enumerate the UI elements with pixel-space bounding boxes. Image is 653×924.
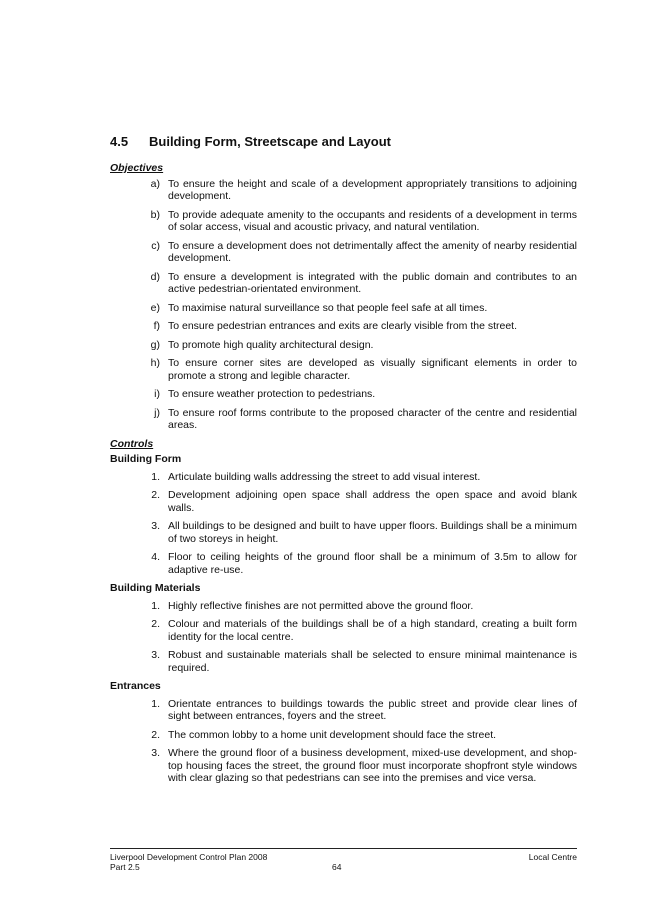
- list-text: Colour and materials of the buildings shall be of a high standard, creating a built form identity for the local centre.: [168, 618, 577, 643]
- list-marker: f): [153, 320, 160, 332]
- control-item: [110, 747, 577, 785]
- list-text: The common lobby to a home unit development should face the street.: [168, 728, 497, 741]
- list-marker: i): [154, 388, 160, 400]
- control-group-title: Entrances: [110, 680, 161, 692]
- objectives-heading: Objectives: [110, 162, 164, 174]
- control-item: [110, 489, 577, 514]
- list-text: Robust and sustainable materials shall be selected to ensure minimal maintenance is required.: [168, 649, 577, 674]
- section-number: 4.5: [110, 134, 129, 149]
- control-item: [110, 471, 577, 484]
- list-text: To maximise natural surveillance so that people feel safe at all times.: [168, 301, 488, 314]
- list-text: To provide adequate amenity to the occupants and residents of a development in terms of solar access, visual and acoustic privacy, and natural ventilation.: [168, 208, 577, 233]
- list-text: All buildings to be designed and built to have upper floors. Buildings shall be a minimum of two storeys in height.: [168, 520, 577, 545]
- section-title: Building Form, Streetscape and Layout: [149, 134, 391, 149]
- list-marker: g): [150, 338, 160, 351]
- control-item: [110, 600, 577, 613]
- control-item: [110, 618, 577, 643]
- list-marker: 3.: [151, 520, 160, 532]
- list-text: To ensure a development is integrated with the public domain and contributes to an active pedestrian-orientated environment.: [168, 270, 577, 295]
- control-group-title: Building Form: [110, 453, 182, 465]
- footer-part: Part 2.5: [110, 862, 140, 872]
- list-text: Highly reflective finishes are not permitted above the ground floor.: [168, 599, 474, 612]
- list-text: To ensure the height and scale of a development appropriately transitions to adjoining development.: [168, 177, 577, 202]
- list-text: Where the ground floor of a business development, mixed-use development, and shop-top housing faces the street, the ground floor must incorporate shopfront style windows with clear glazing so that pedestrians can see into the premises and vice versa.: [168, 747, 577, 784]
- objective-item: [110, 357, 577, 382]
- objective-item: [110, 209, 577, 234]
- control-group-title: Building Materials: [110, 582, 201, 594]
- control-item: [110, 551, 577, 576]
- list-marker: d): [150, 270, 160, 283]
- objectives-list: [110, 178, 577, 432]
- controls-groups: [110, 453, 577, 785]
- footer-chapter: Local Centre: [528, 852, 577, 862]
- list-text: Floor to ceiling heights of the ground floor shall be a minimum of 3.5m to allow for adaptive re-use.: [168, 551, 577, 576]
- list-text: To ensure corner sites are developed as visually significant elements in order to promote a strong and legible character.: [168, 357, 577, 382]
- list-marker: 2.: [151, 618, 160, 630]
- objective-item: [110, 240, 577, 265]
- objective-item: [110, 320, 577, 333]
- list-marker: 4.: [151, 551, 160, 563]
- list-text: To ensure weather protection to pedestrians.: [168, 388, 376, 400]
- list-text: Development adjoining open space shall address the open space and avoid blank walls.: [168, 489, 577, 514]
- list-marker: a): [150, 177, 160, 190]
- list-marker: 3.: [151, 649, 160, 661]
- list-marker: 1.: [151, 697, 160, 710]
- objective-item: [110, 302, 577, 315]
- objective-item: [110, 407, 577, 432]
- list-marker: h): [150, 357, 160, 369]
- page-footer: [110, 848, 577, 872]
- objective-item: [110, 388, 577, 401]
- list-marker: 2.: [151, 728, 160, 741]
- list-marker: c): [151, 239, 160, 252]
- controls-heading: Controls: [110, 437, 154, 450]
- list-text: To ensure pedestrian entrances and exits are clearly visible from the street.: [168, 320, 518, 332]
- document-body: [110, 162, 577, 791]
- list-marker: b): [150, 208, 160, 221]
- list-text: Orientate entrances to buildings towards the public street and provide clear lines of sight between entrances, foyers and the street.: [168, 697, 577, 722]
- list-marker: 1.: [151, 470, 160, 483]
- section-heading: [110, 134, 590, 150]
- list-marker: e): [150, 301, 160, 314]
- control-item: [110, 729, 577, 742]
- list-marker: j): [154, 406, 160, 419]
- objective-item: [110, 178, 577, 203]
- control-item: [110, 520, 577, 545]
- footer-page-number: 64: [332, 862, 342, 872]
- list-text: To promote high quality architectural design.: [168, 338, 374, 351]
- list-marker: 2.: [151, 489, 160, 501]
- list-text: To ensure a development does not detrimentally affect the amenity of nearby residential development.: [168, 239, 577, 264]
- list-marker: 3.: [151, 747, 160, 759]
- footer-doc-title: Liverpool Development Control Plan 2008: [110, 852, 268, 862]
- list-text: Articulate building walls addressing the street to add visual interest.: [168, 470, 481, 483]
- list-marker: 1.: [151, 599, 160, 612]
- objective-item: [110, 339, 577, 352]
- list-text: To ensure roof forms contribute to the proposed character of the centre and residential areas.: [168, 406, 577, 431]
- control-item: [110, 649, 577, 674]
- control-item: [110, 698, 577, 723]
- objective-item: [110, 271, 577, 296]
